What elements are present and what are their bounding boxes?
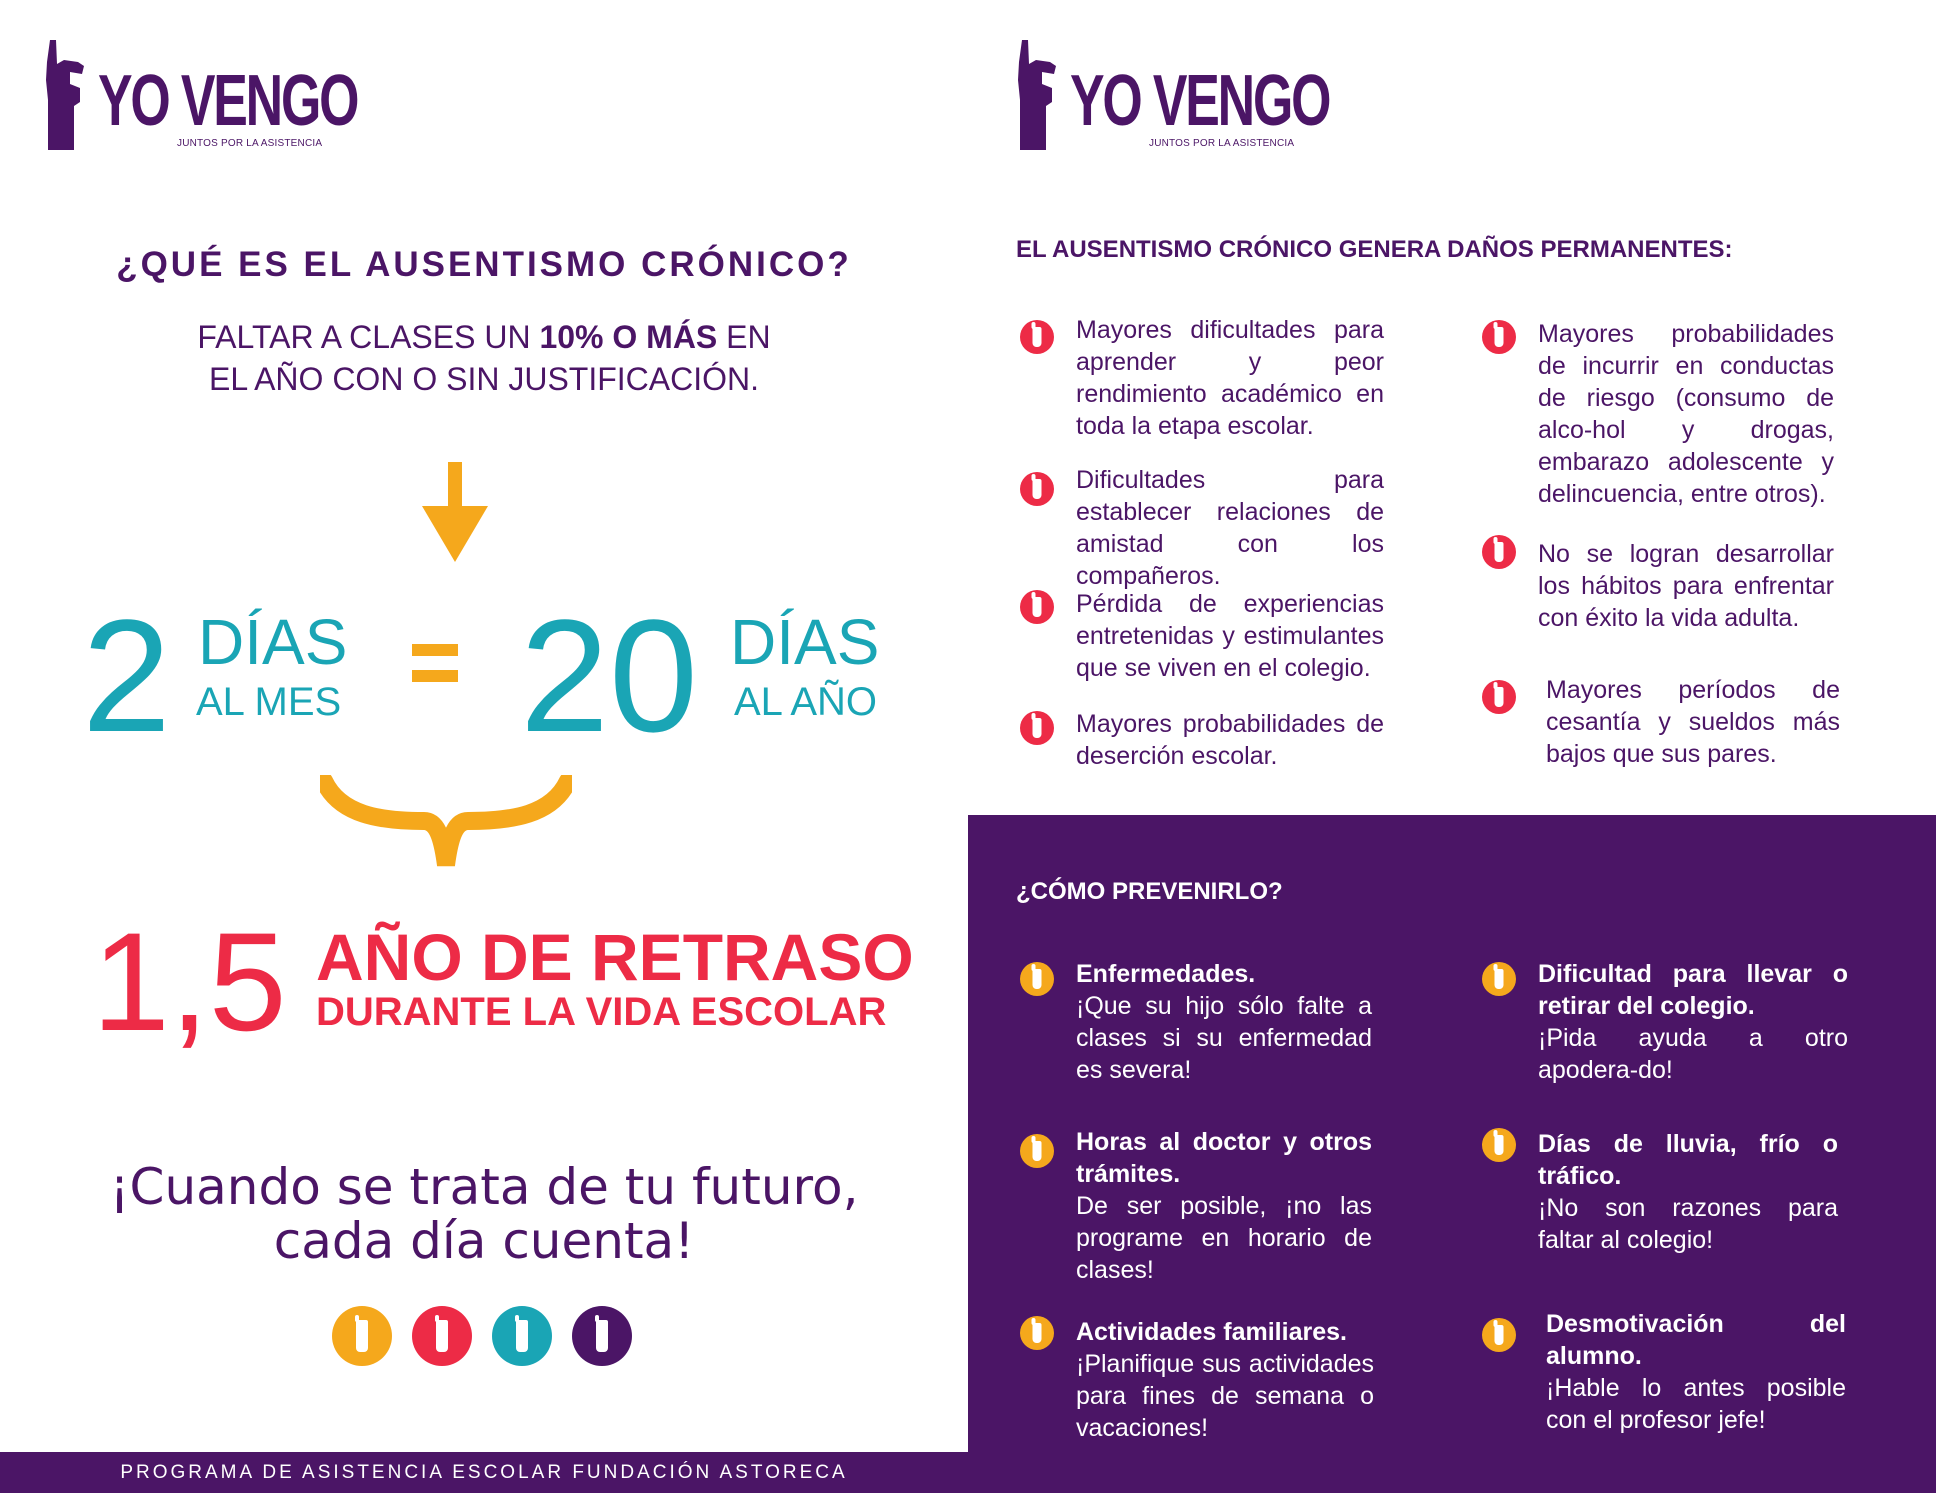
days-label-2: DÍAS — [730, 606, 880, 678]
yellow-hand-icon — [1020, 1316, 1054, 1350]
damage-item: Mayores probabilidades de deserción escolar. — [1076, 710, 1384, 770]
red-hand-icon — [1482, 535, 1516, 569]
days-label: DÍAS — [198, 606, 348, 678]
raised-hand-icon — [44, 40, 96, 152]
logo-tagline: JUNTOS POR LA ASISTENCIA — [1149, 138, 1295, 149]
red-hand-icon — [1482, 320, 1516, 354]
yellow-hand-icon — [1482, 962, 1516, 996]
damage-item: No se logran desarrollar los hábitos para enfrentar con éxito la vida adulta. — [1538, 540, 1834, 632]
per-month-label: AL MES — [196, 680, 342, 724]
equals-icon — [412, 644, 458, 684]
logo-tagline: JUNTOS POR LA ASISTENCIA — [177, 138, 323, 149]
prevention-item: Dificultad para llevar o retirar del colegio. ¡Pida ayuda a otro apodera-do! — [1538, 960, 1848, 1084]
slogan: ¡Cuando se trata de tu futuro, cada día cuenta! — [109, 1158, 859, 1270]
delay-title: AÑO DE RETRASO — [316, 920, 914, 994]
damage-item: Mayores probabilidades de incurrir en conductas de riesgo (consumo de alco-hol y drogas, embarazo adolescente y delincuencia, entre otros). — [1538, 320, 1834, 508]
prevention-item: Desmotivación del alumno. ¡Hable lo antes posible con el profesor jefe! — [1546, 1310, 1846, 1434]
red-hand-icon — [1020, 320, 1054, 354]
red-hand-icon — [1020, 472, 1054, 506]
red-hand-icon — [1482, 680, 1516, 714]
per-year-label: AL AÑO — [734, 680, 878, 724]
red-hand-icon — [412, 1306, 472, 1366]
prevention-heading: ¿CÓMO PREVENIRLO? — [1016, 878, 1283, 905]
page-title: ¿QUÉ ES EL AUSENTISMO CRÓNICO? — [116, 245, 852, 284]
footer: PROGRAMA DE ASISTENCIA ESCOLAR FUNDACIÓN ASTORECA — [0, 1452, 968, 1493]
right-page — [968, 0, 1936, 1493]
definition: FALTAR A CLASES UN 10% O MÁS EN EL AÑO CON O SIN JUSTIFICACIÓN. — [197, 319, 771, 397]
logo — [44, 40, 358, 155]
logo-wordmark: YO VENGO — [1070, 61, 1330, 141]
damage-item: Mayores dificultades para aprender y peor rendimiento académico en toda la etapa escolar. — [1076, 316, 1384, 440]
red-hand-icon — [1020, 711, 1054, 745]
damage-item: Mayores períodos de cesantía y sueldos más bajos que sus pares. — [1546, 676, 1840, 768]
prevention-item: Actividades familiares. ¡Planifique sus actividades para fines de semana o vacaciones! — [1076, 1318, 1374, 1442]
yellow-hand-icon — [1020, 1134, 1054, 1168]
days-per-month-number: 2 — [82, 586, 171, 765]
red-hand-icon — [1020, 590, 1054, 624]
yellow-hand-icon — [1482, 1128, 1516, 1162]
damages-heading: EL AUSENTISMO CRÓNICO GENERA DAÑOS PERMANENTES: — [1016, 236, 1733, 263]
teal-hand-icon — [492, 1306, 552, 1366]
delay-subtitle: DURANTE LA VIDA ESCOLAR — [316, 990, 887, 1034]
purple-hand-icon — [572, 1306, 632, 1366]
arrow-down-icon — [420, 462, 490, 562]
damage-item: Dificultades para establecer relaciones de amistad con los compañeros. — [1076, 466, 1384, 590]
hand-icons-row — [332, 1306, 632, 1366]
prevention-item: Enfermedades. ¡Que su hijo sólo falte a clases si su enfermedad es severa! — [1076, 960, 1372, 1084]
yellow-hand-icon — [1482, 1318, 1516, 1352]
curly-brace-icon — [320, 775, 572, 867]
raised-hand-icon — [1016, 40, 1068, 152]
logo-wordmark: YO VENGO — [98, 61, 358, 141]
damage-item: Pérdida de experiencias entretenidas y estimulantes que se viven en el colegio. — [1076, 590, 1384, 682]
logo — [1016, 40, 1330, 155]
prevention-item: Horas al doctor y otros trámites. De ser posible, ¡no las programe en horario de clases! — [1076, 1128, 1372, 1284]
delay-number: 1,5 — [92, 903, 287, 1060]
yellow-hand-icon — [1020, 962, 1054, 996]
days-per-year-number: 20 — [520, 586, 698, 765]
yellow-hand-icon — [332, 1306, 392, 1366]
prevention-item: Días de lluvia, frío o tráfico. ¡No son razones para faltar al colegio! — [1538, 1130, 1838, 1254]
